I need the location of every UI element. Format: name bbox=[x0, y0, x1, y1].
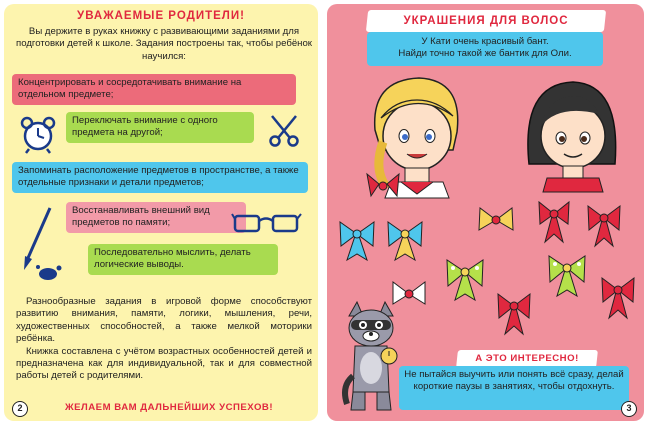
alarm-clock-icon bbox=[18, 114, 58, 154]
skill-band-3: Запоминать расположение предметов в пространстве, а также отдельные признаки и детали предметов; bbox=[12, 162, 308, 193]
bow-green-dots-2 bbox=[545, 252, 589, 298]
left-page-intro: Вы держите в руках книжку с развивающими заданиями для подготовки детей к школе. Задания построены так, чтобы ребёнок научился: bbox=[16, 26, 313, 62]
task-instruction bbox=[367, 32, 603, 66]
task-line-1: У Кати очень красивый бант. bbox=[421, 36, 549, 47]
bow-green-dots-1 bbox=[443, 256, 487, 302]
scissors-icon bbox=[266, 112, 302, 148]
page-number-left: 2 bbox=[12, 401, 28, 417]
glasses-icon bbox=[232, 210, 302, 236]
ink-splat-icon bbox=[34, 262, 64, 282]
girl-katya-illustration bbox=[357, 70, 477, 200]
left-page-body bbox=[16, 296, 312, 383]
bow-red-3 bbox=[599, 274, 637, 320]
skill-band-4: Восстанавливать внешний вид предметов по памяти; bbox=[66, 202, 246, 233]
right-page-title: УКРАШЕНИЯ ДЛЯ ВОЛОС bbox=[403, 15, 569, 27]
bow-red-1 bbox=[537, 200, 571, 244]
bow-red-2 bbox=[585, 204, 623, 248]
page-number-right: 3 bbox=[621, 401, 637, 417]
raccoon-mascot-illustration bbox=[341, 296, 401, 414]
bow-blue-yellow bbox=[385, 218, 425, 262]
body-paragraph-2: Книжка составлена с учётом возрастных особенностей детей и предназначена как для индивидуальной, так и для совместной работы детей с родителями. bbox=[16, 345, 312, 382]
fact-title: А ЭТО ИНТЕРЕСНО! bbox=[475, 353, 579, 364]
skill-band-5: Последовательно мыслить, делать логические выводы. bbox=[88, 244, 278, 275]
skill-band-2: Переключать внимание с одного предмета на другой; bbox=[66, 112, 254, 143]
task-line-2: Найди точно такой же бантик для Оли. bbox=[398, 48, 572, 60]
closing-wish: ЖЕЛАЕМ ВАМ ДАЛЬНЕЙШИХ УСПЕХОВ! bbox=[64, 402, 274, 413]
bow-red-4 bbox=[495, 290, 533, 336]
skill-band-1: Концентрировать и сосредотачивать внимание на отдельном предмете; bbox=[12, 74, 296, 105]
girl-olya-illustration bbox=[517, 74, 627, 192]
right-page bbox=[327, 4, 644, 421]
fact-text: Не пытайся выучить или понять всё сразу, делай короткие паузы в занятиях, чтобы отдохнуть. bbox=[399, 366, 629, 410]
bow-blue bbox=[337, 218, 377, 262]
bow-yellow-red bbox=[477, 206, 515, 234]
left-page bbox=[4, 4, 318, 421]
left-page-title: УВАЖАЕМЫЕ РОДИТЕЛИ! bbox=[77, 10, 245, 22]
body-paragraph-1: Разнообразные задания в игровой форме способствуют развитию внимания, памяти, логики, мышления, речи, художественных способностей, а также мелкой моторики ребёнка. bbox=[16, 296, 312, 345]
